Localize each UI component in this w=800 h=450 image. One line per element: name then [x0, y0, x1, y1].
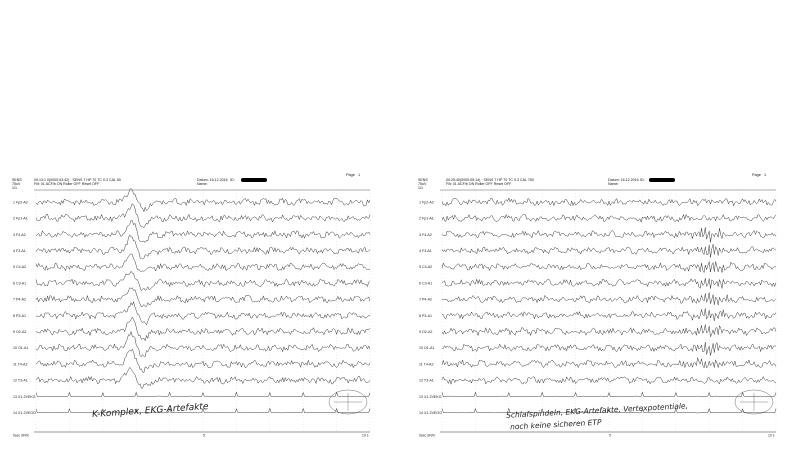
- channel-label: 12 T3-A1: [419, 378, 434, 383]
- channel-label: 5 C4-A2: [13, 265, 27, 270]
- channel-label: 10 O1-A1: [13, 346, 29, 351]
- id-label: ID:: [640, 178, 645, 182]
- handwritten-note-2: noch keine sicheren ETP: [509, 417, 602, 432]
- footer-mid: 5: [609, 433, 611, 438]
- channel-label: 8 P3-A1: [419, 313, 432, 318]
- channel-label: 7 P4-A2: [13, 297, 26, 302]
- footer-right: 10 s: [362, 433, 369, 438]
- sensitivity-header: SENS 75uV 1/1: [418, 178, 428, 191]
- footer-right: 10 s: [768, 433, 775, 438]
- id-label: ID:: [230, 178, 235, 182]
- footer-left: 0sec SN%: [13, 433, 29, 438]
- channel-label: 6 C3-A1: [419, 281, 433, 286]
- channel-label: 4 F3-A1: [419, 249, 432, 253]
- footer-mid: 5: [203, 433, 205, 438]
- channel-label: 3 F4-A2: [13, 232, 26, 237]
- recording-header: 00:13:1 0(0000:03:42) · SENS 7 HP 70 TC 0.3 CAL 50 Filt: 01 ACF/b ON Roller OFF Reset OFF: [34, 178, 121, 187]
- channel-label: 4 F3-A1: [13, 249, 26, 253]
- date-label: Datum: 16.12.2016 Name:: [608, 178, 639, 187]
- channel-label: 9 O2-A2: [13, 330, 27, 334]
- handwritten-note: K-Komplex, EKG-Artefakte: [91, 401, 209, 421]
- page-label: Page 1: [752, 173, 767, 177]
- channel-label: 14 X1-2V: [419, 411, 434, 415]
- channel-label: 5 C4-A2: [419, 265, 433, 270]
- eeg-traces-left: [12, 168, 372, 438]
- ekg-label: EKG: [28, 394, 36, 399]
- channel-label: 3 F4-A2: [419, 232, 432, 237]
- handwritten-note: Schlafspindeln, EKG-Artefakte, Vertexpotentiale,: [505, 401, 689, 420]
- channel-label: 9 O2-A2: [419, 330, 433, 334]
- eeg-traces-right: [418, 168, 778, 438]
- eog-label: EOG: [434, 411, 442, 415]
- eog-label: EOG: [28, 411, 36, 415]
- eeg-sheet-left: [12, 168, 372, 438]
- sensitivity-header: SENS 75uV 1/1: [12, 178, 22, 191]
- channel-label: 12 T3-A1: [13, 378, 28, 383]
- channel-label: 10 O1-A1: [419, 346, 435, 351]
- channel-label: 7 P4-A2: [419, 297, 432, 302]
- recording-header: 00:25:40(0000:05:14) · SENS 7 HP 70 TC 0.3 CAL 750 Filt: 01 ACF/b ON Roller OFF Reset OFF: [446, 178, 534, 187]
- eeg-sheet-right: [418, 168, 778, 438]
- channel-label: 1 Fp2-A2: [419, 200, 434, 205]
- channel-label: 6 C3-A1: [13, 281, 27, 286]
- channel-label: 2 Fp1-A1: [13, 216, 28, 221]
- footer-left: 0sec SN%: [419, 433, 435, 438]
- channel-label: 1 Fp2-A2: [13, 200, 28, 205]
- channel-label: 11 T4-A2: [419, 362, 434, 367]
- channel-label: 13 X1-2V: [419, 394, 434, 399]
- date-label: Datum: 16.12.2016 Name:: [197, 178, 228, 187]
- channel-label: 8 P3-A1: [13, 313, 26, 318]
- channel-label: 13 X1-2V: [13, 394, 28, 399]
- channel-label: 14 X1-2V: [13, 411, 28, 415]
- ekg-label: EKG: [434, 394, 442, 399]
- channel-label: 11 T4-A2: [13, 362, 28, 367]
- page-label: Page 1: [346, 173, 361, 177]
- channel-label: 2 Fp1-A1: [419, 216, 434, 221]
